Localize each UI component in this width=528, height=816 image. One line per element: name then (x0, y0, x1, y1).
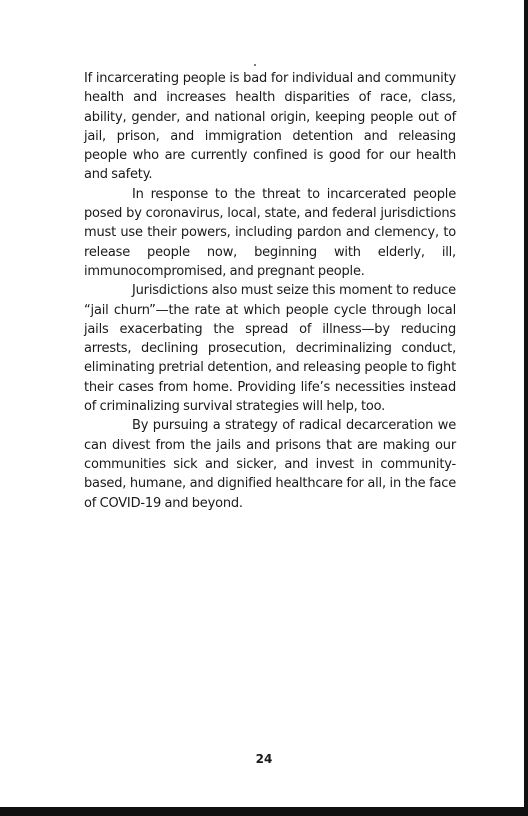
scan-speck (254, 64, 256, 66)
scan-edge-bottom (0, 807, 528, 816)
scan-edge-right (524, 0, 528, 816)
page-number: 24 (255, 752, 273, 766)
body-text (84, 69, 456, 513)
paragraph-4: By pursuing a strategy of radical decarceration we can divest from the jails and prisons that are making our communities sick and sicker, and invest in community-based, humane, and dignified healthcare for all, in the face of COVID-19 and beyond. (84, 418, 456, 511)
paragraph-2: In response to the threat to incarcerated people posed by coronavirus, local, state, and federal jurisdictions must use their powers, including pardon and clemency, to release people now, beginning with elderly, ill, immunocompromised, and pregnant people. (84, 186, 456, 279)
paragraph-3: Jurisdictions also must seize this moment to reduce “jail churn”—the rate at which people cycle through local jails exacerbating the spread of illness—by reducing arrests, declining prosecution, decriminalizing conduct, eliminating pretrial detention, and releasing people to fight their cases from home. Providing life’s necessities instead of criminalizing survival strategies will help, too. (84, 283, 456, 415)
paragraph-1: If incarcerating people is bad for individual and community health and increases health disparities of race, class, ability, gender, and national origin, keeping people out of jail, prison, and immigration detention and releasing people who are currently confined is good for our health and safety. (84, 71, 456, 183)
